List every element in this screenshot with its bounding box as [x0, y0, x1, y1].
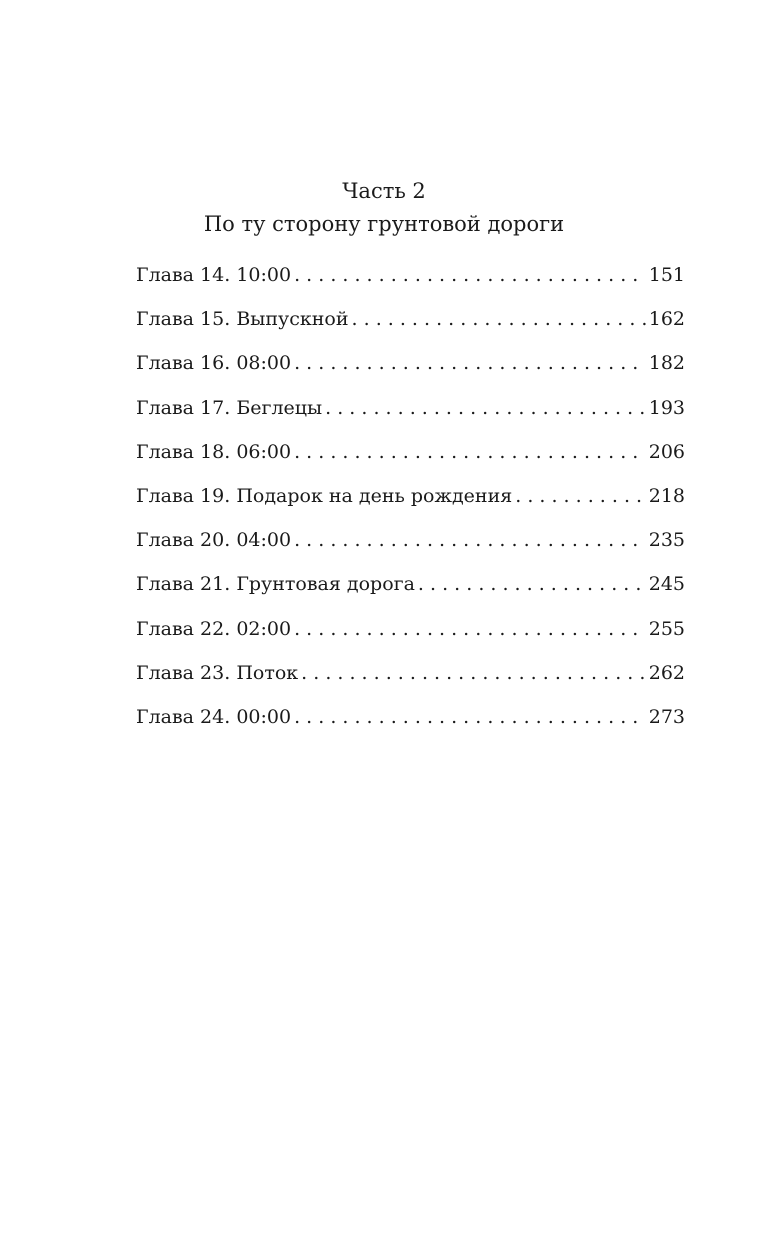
- toc-chapter-number: Глава 21.: [136, 573, 231, 596]
- toc-leader-dots: [352, 305, 646, 333]
- toc-entry: [136, 659, 685, 703]
- toc-chapter-title: 10:00: [236, 264, 292, 286]
- toc-page-number: 235: [648, 529, 685, 552]
- toc-entry: [136, 394, 685, 438]
- toc-leader-dots: [515, 482, 646, 510]
- toc-entry: [136, 526, 685, 570]
- toc-entry: [136, 615, 685, 659]
- toc-chapter-number: Глава 24.: [136, 705, 231, 728]
- toc-chapter-number: Глава 20.: [136, 529, 231, 552]
- toc-leader-dots: [294, 615, 646, 643]
- toc-chapter-title: 00:00: [236, 705, 292, 728]
- toc-leader-dots: [325, 394, 646, 422]
- toc-chapter-title: Поток: [236, 661, 299, 684]
- toc-entry: [136, 261, 685, 305]
- part-label: Часть 2: [342, 179, 426, 203]
- toc-leader-dots: [294, 349, 646, 377]
- toc-page-number: 218: [648, 484, 685, 507]
- part-title: По ту сторону грунтовой дороги: [203, 212, 565, 236]
- toc-chapter-title: Грунтовая дорога: [236, 573, 415, 596]
- toc-chapter-number: Глава 16.: [136, 352, 231, 375]
- toc-entry: [136, 349, 685, 393]
- toc-chapter-title: 08:00: [236, 352, 292, 375]
- toc-chapter-number: Глава 18.: [136, 440, 231, 463]
- toc-leader-dots: [294, 261, 646, 289]
- toc-leader-dots: [294, 703, 646, 731]
- toc-page-number: 206: [648, 440, 685, 463]
- toc-chapter-number: Глава 14.: [136, 264, 231, 286]
- toc-entry: [136, 482, 685, 526]
- toc-entry: [136, 438, 685, 482]
- toc-page-number: 262: [648, 661, 685, 684]
- toc-chapter-number: Глава 22.: [136, 617, 231, 640]
- toc-chapter-number: Глава 17.: [136, 396, 231, 419]
- toc-leader-dots: [301, 659, 646, 687]
- toc-chapter-title: 06:00: [236, 440, 292, 463]
- toc-chapter-title: 04:00: [236, 529, 292, 552]
- toc-page-number: 193: [648, 396, 685, 419]
- toc-entry: [136, 703, 685, 747]
- toc-chapter-title: 02:00: [236, 617, 292, 640]
- toc-leader-dots: [418, 570, 646, 598]
- toc-chapter-number: Глава 15.: [136, 308, 231, 331]
- toc-page-number: 162: [648, 308, 685, 331]
- toc-page-number: 255: [648, 617, 685, 640]
- toc-chapter-number: Глава 19.: [136, 484, 231, 507]
- toc-chapter-title: Подарок на день рождения: [236, 484, 513, 507]
- toc-chapter-number: Глава 23.: [136, 661, 231, 684]
- toc-chapter-title: Выпускной: [236, 308, 349, 331]
- toc-leader-dots: [294, 526, 646, 554]
- table-of-contents: [136, 261, 685, 747]
- toc-entry: [136, 570, 685, 614]
- toc-chapter-title: Беглецы: [236, 396, 323, 419]
- toc-leader-dots: [294, 438, 646, 466]
- toc-page-number: 273: [648, 705, 685, 728]
- toc-entry: [136, 305, 685, 349]
- toc-page-number: 151: [648, 264, 685, 286]
- toc-page-number: 182: [648, 352, 685, 375]
- toc-page-number: 245: [648, 573, 685, 596]
